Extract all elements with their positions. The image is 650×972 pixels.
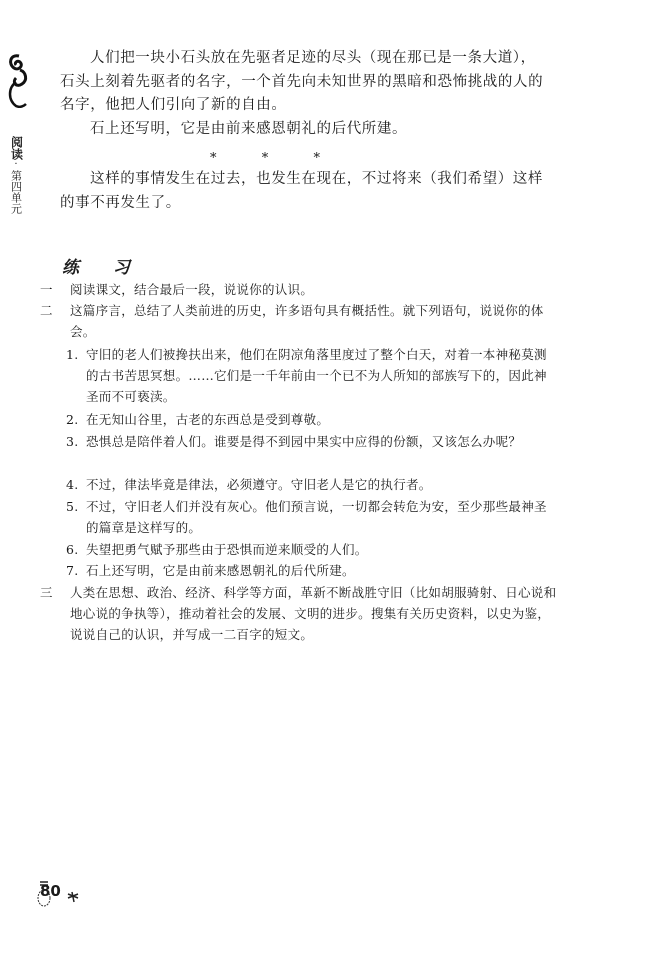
body-paragraph-2: 石上还写明，它是由前来感恩朝礼的后代所建。	[90, 121, 408, 137]
sub-item-text: 石上还写明，它是由前来感恩朝礼的后代所建。	[86, 563, 355, 578]
unit-side-label	[9, 136, 23, 214]
sub-item-number: 2.	[66, 412, 79, 427]
sub-item-1	[66, 344, 586, 407]
sub-item-2	[66, 409, 586, 430]
sub-item-4	[66, 474, 586, 495]
sub-item-text: 在无知山谷里，古老的东西总是受到尊敬。	[86, 412, 330, 427]
sub-item-text: 守旧的老人们被搀扶出来，他们在阴凉角落里度过了整个白天，对着一本神秘莫测的古书苦思冥想。……它们是一千年前由一个已不为人所知的部族写下的，因此神圣而不可亵渎。	[86, 347, 547, 404]
exercise-text: 这篇序言，总结了人类前进的历史，许多语句具有概括性。就下列语句，说说你的体会。	[70, 303, 544, 339]
side-unit: 第四单元	[9, 170, 23, 214]
body-paragraph-1: 人们把一块小石头放在先驱者足迹的尽头（现在那已是一条大道），石头上刻着先驱者的名字，一个首先向未知世界的黑暗和恐怖挑战的人的名字，他把人们引向了新的自由。	[60, 50, 544, 113]
page-number: 80	[40, 882, 61, 900]
exercises-title: 练 习	[62, 258, 144, 278]
sub-item-text: 不过，律法毕竟是律法，必须遵守。守旧老人是它的执行者。	[86, 477, 432, 492]
star: *	[313, 151, 320, 166]
sub-item-text: 不过，守旧老人们并没有灰心。他们预言说，一切都会转危为安，至少那些最神圣的篇章是这样写的。	[86, 499, 547, 535]
sub-item-text: 失望把勇气赋予那些由于恐惧而逆来顺受的人们。	[86, 542, 368, 557]
star: *	[261, 151, 269, 166]
exercise-item-1	[40, 279, 580, 300]
side-separator: ·	[14, 159, 18, 170]
exercise-number: 二	[40, 303, 53, 318]
exercise-item-3	[40, 582, 580, 645]
exercise-text: 人类在思想、政治、经济、科学等方面，革新不断战胜守旧（比如胡服骑射、日心说和地心说的争执等），推动着社会的发展、文明的进步。搜集有关历史资料，以史为鉴，说说自己的认识，并写成一二百字的短文。	[70, 585, 557, 642]
sub-item-number: 6.	[66, 542, 79, 557]
floral-ornament-icon	[6, 52, 32, 108]
star: *	[210, 151, 217, 166]
exercise-item-2	[40, 300, 580, 342]
sub-item-5	[66, 496, 586, 538]
sub-item-7	[66, 560, 586, 581]
sub-item-number: 4.	[66, 477, 79, 492]
sub-item-number: 3.	[66, 434, 79, 449]
exercise-number: 三	[40, 585, 53, 600]
exercise-text: 阅读课文，结合最后一段，说说你的认识。	[70, 282, 314, 297]
sub-item-3	[66, 431, 586, 452]
sub-item-number: 5.	[66, 499, 79, 514]
side-section: 阅读	[9, 136, 24, 160]
sub-item-number: 1.	[66, 347, 79, 362]
sub-item-text: 恐惧总是陪伴着人们。谁要是得不到园中果实中应得的份额，又该怎么办呢？	[86, 434, 522, 449]
sub-item-6	[66, 539, 586, 560]
closing-paragraph: 这样的事情发生在过去，也发生在现在，不过将来（我们希望）这样的事不再发生了。	[60, 171, 543, 211]
exercise-number: 一	[40, 282, 53, 297]
section-separator	[210, 151, 320, 166]
sub-item-number: 7.	[66, 563, 79, 578]
